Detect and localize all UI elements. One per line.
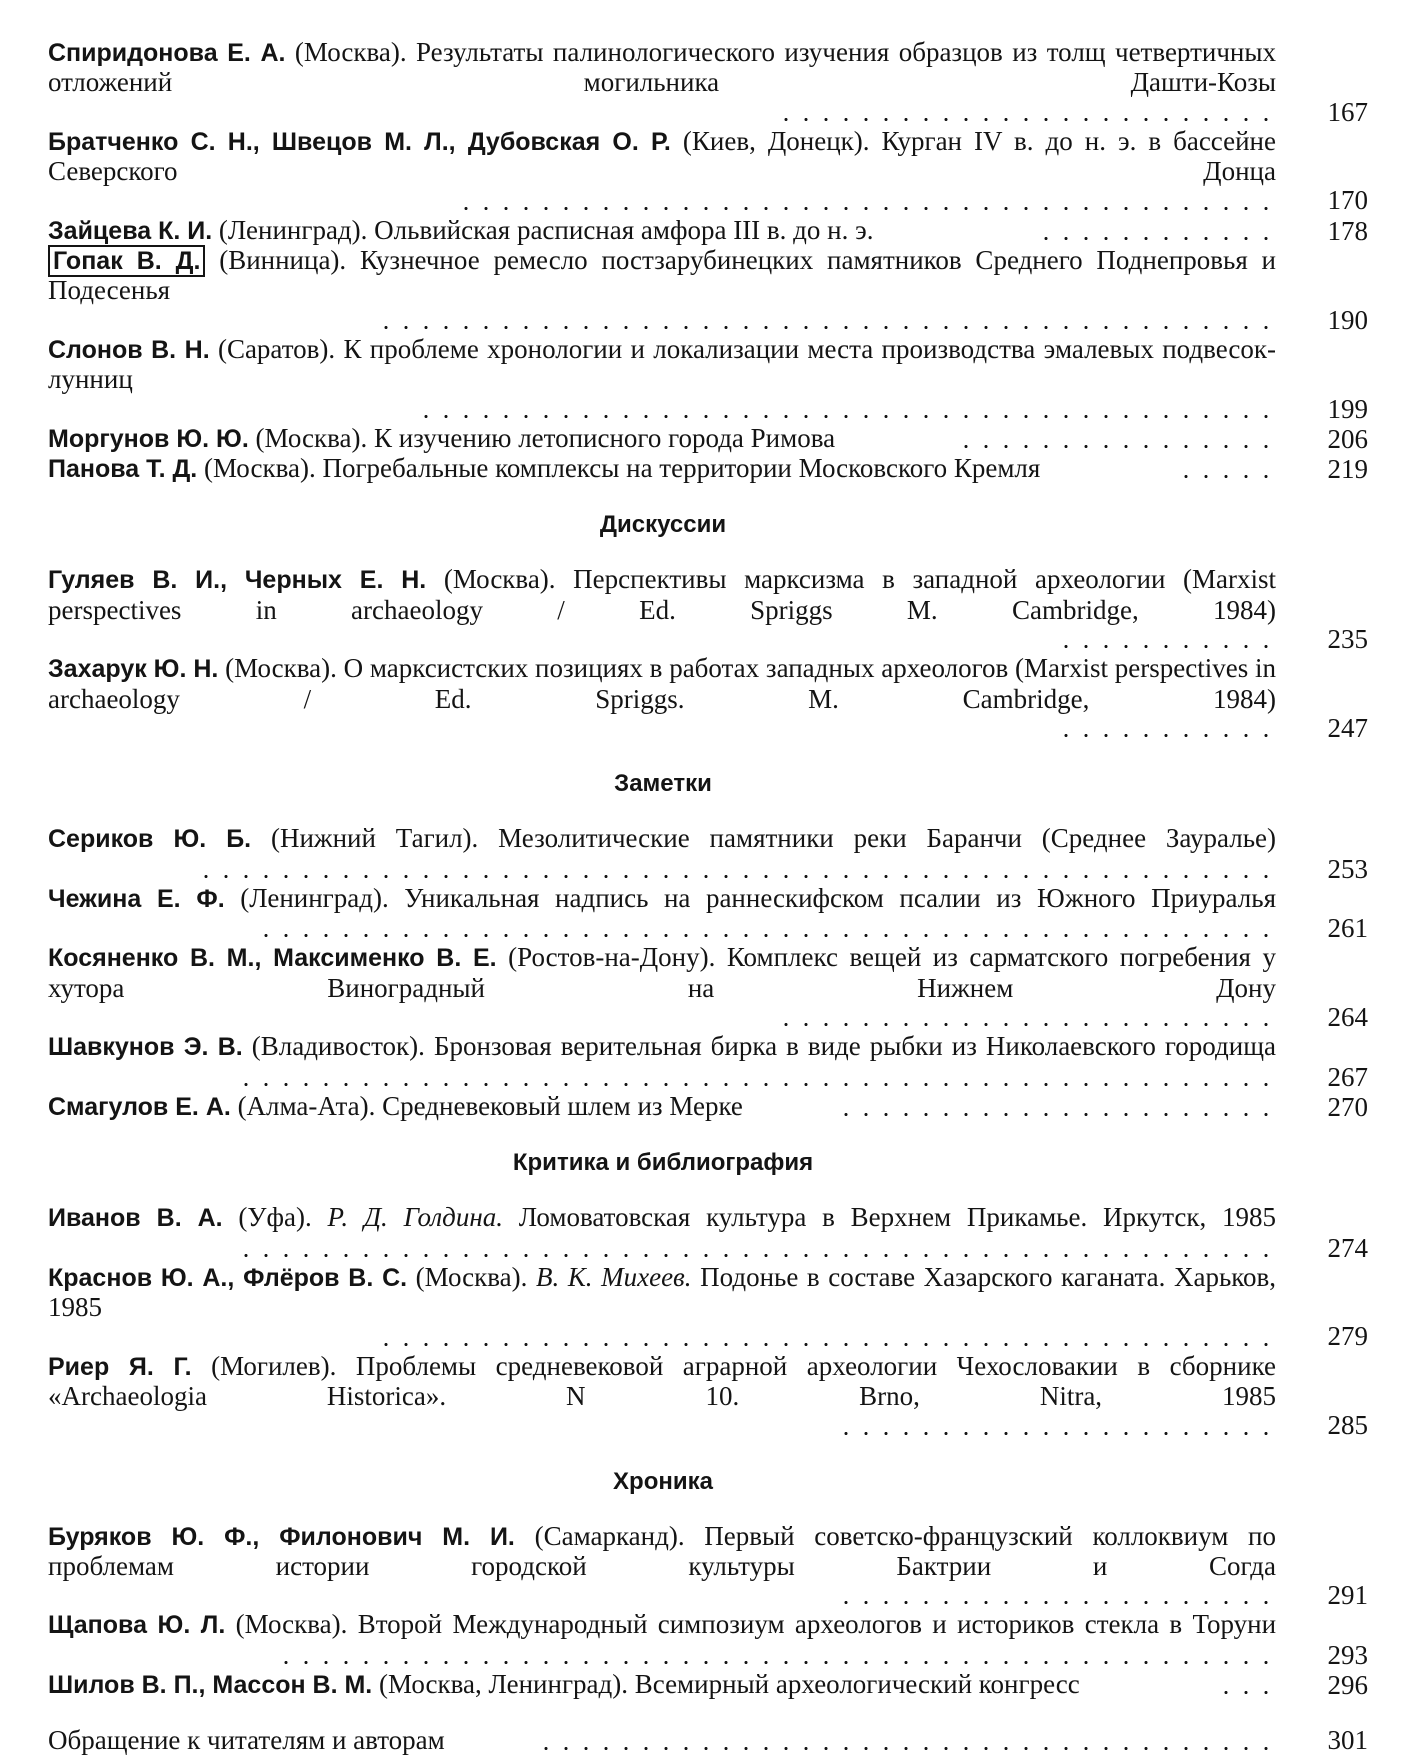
section-title: Критика и библиография: [512, 1149, 814, 1177]
entry-location: (Ростов-на-Дону).: [496, 942, 727, 973]
entry-page-number: 199: [1327, 393, 1368, 424]
entry-text: [48, 1522, 1276, 1611]
entry-title: Курган IV в. до н. э. в бассейне Северского Донца: [48, 125, 1276, 187]
entry-page-number: 301: [1327, 1725, 1368, 1756]
leader-dots: [838, 1432, 1276, 1435]
entry-location: (Москва).: [197, 453, 323, 484]
entry-reviewed-author: Р. Д. Голдина.: [327, 1202, 503, 1233]
entry-title: Комплекс вещей из сарматского погребения у хутора Виноградный на Нижнем Дону: [48, 942, 1276, 1003]
toc-entry: [48, 565, 1368, 654]
entry-location: (Москва, Ленинград).: [372, 1669, 635, 1700]
leader-dots: [768, 118, 1276, 121]
toc-entry: [48, 884, 1368, 944]
entry-location: (Москва).: [218, 653, 344, 684]
section-title: Заметки: [614, 770, 712, 798]
entry-authors: Захарук Ю. Н.: [48, 655, 219, 684]
entry-location: (Алма-Ата).: [230, 1090, 383, 1121]
leader-dots: [378, 1343, 1276, 1346]
entry-page-number: 291: [1327, 1580, 1368, 1611]
toc-entry: [48, 38, 1368, 127]
entry-text: [48, 335, 1276, 424]
entry-authors: Зайцева К. И.: [48, 216, 213, 245]
entry-page-number: 190: [1327, 304, 1368, 335]
entry-page-number: 270: [1327, 1091, 1368, 1122]
leader-dots: [1048, 734, 1276, 737]
entry-page-number: 167: [1327, 96, 1368, 127]
toc-section: [48, 510, 1368, 743]
entry-text: [48, 1263, 1276, 1352]
entry-location: (Москва).: [426, 564, 574, 595]
entry-page-number: 296: [1327, 1670, 1368, 1701]
entry-authors: Панова Т. Д.: [48, 455, 198, 484]
leader-dots: [828, 1113, 1276, 1116]
entry-location: (Москва).: [285, 37, 416, 67]
entry-text: [48, 246, 1276, 335]
entry-location: (Москва).: [407, 1261, 536, 1292]
toc-entry: [48, 1670, 1368, 1700]
entry-text: [48, 454, 1276, 484]
leader-dots: [1176, 475, 1276, 478]
leader-dots: [238, 1254, 1276, 1257]
section-title: Дискуссии: [599, 511, 727, 539]
entry-text: [48, 424, 1276, 454]
entry-title: Погребальные комплексы на территории Московского Кремля: [322, 453, 1041, 484]
entry-authors: Риер Я. Г.: [48, 1352, 192, 1381]
entry-authors: Смагулов Е. А.: [48, 1092, 231, 1121]
toc-entry: [48, 246, 1368, 335]
toc-entry: [48, 454, 1368, 484]
entry-text: [48, 943, 1276, 1032]
entry-authors: Краснов Ю. А., Флёров В. С.: [48, 1263, 408, 1292]
entry-title: К проблеме хронологии и локализации места производства эмалевых подвесок-лунниц: [48, 333, 1276, 395]
entry-title: Проблемы средневековой аграрной археологии Чехословакии в сборнике «Archaeologia Historica». N 10. Brno, Nitra, 1985: [48, 1350, 1276, 1411]
entry-location: (Саратов).: [209, 333, 344, 364]
toc-section: [48, 1467, 1368, 1701]
entry-location: (Москва).: [225, 1609, 358, 1640]
entry-text: [48, 565, 1276, 654]
entry-authors: Братченко С. Н., Швецов М. Л., Дубовская О. Р.: [48, 127, 671, 156]
toc-section: [48, 769, 1368, 1122]
toc-entry: [48, 216, 1368, 246]
leader-dots: [768, 1023, 1276, 1026]
entry-page-number: 235: [1327, 624, 1368, 655]
entry-authors: Чежина Е. Ф.: [48, 884, 225, 913]
leader-dots: [538, 1747, 1276, 1750]
toc-entry: [48, 1203, 1368, 1263]
entry-text: [48, 127, 1276, 216]
entry-reviewed-author: В. К. Михеев.: [536, 1261, 692, 1292]
entry-page-number: 293: [1327, 1639, 1368, 1670]
entry-location: (Самарканд).: [514, 1520, 705, 1551]
entry-title: Первый советско-французский коллоквиум по проблемам истории городской культуры Бактрии и Согда: [48, 1520, 1276, 1581]
entry-text: [48, 216, 1276, 246]
entry-text: [48, 38, 1276, 127]
toc-entry: [48, 1352, 1368, 1441]
entry-page-number: 285: [1327, 1410, 1368, 1441]
entry-title: Бронзовая верительная бирка в виде рыбки из Николаевского городища: [433, 1031, 1276, 1062]
toc-entry: [48, 1092, 1368, 1122]
leader-dots: [198, 875, 1276, 878]
entry-authors: Косяненко В. М., Максименко В. Е.: [48, 944, 497, 973]
entry-authors: Шилов В. П., Массон В. М.: [48, 1671, 373, 1700]
entry-title: К изучению летописного города Римова: [374, 422, 836, 453]
toc-entry-final: [48, 1726, 1368, 1755]
entry-page-number: 253: [1327, 853, 1368, 884]
entry-title: Обращение к читателям и авторам: [48, 1725, 445, 1756]
entry-title: Уникальная надпись на раннескифском псалии из Южного Приуралья: [404, 882, 1276, 913]
entry-location: (Уфа).: [222, 1202, 328, 1233]
entry-text: [48, 654, 1276, 743]
entry-authors: Буряков Ю. Ф., Филонович М. И.: [48, 1522, 515, 1551]
entry-authors: Сериков Ю. Б.: [48, 825, 252, 854]
leader-dots: [378, 326, 1276, 329]
entry-title: О марксистских позициях в работах западных археологов (Marxist perspectives in archaeology / Ed. Spriggs. M. Cambridge, 1984): [48, 653, 1276, 714]
table-of-contents: [48, 38, 1368, 1756]
entry-authors: Слонов В. Н.: [48, 335, 210, 364]
toc-entry: [48, 1522, 1368, 1611]
toc-entry: [48, 424, 1368, 454]
entry-page-number: 170: [1327, 185, 1368, 216]
entry-authors: Иванов В. А.: [48, 1204, 223, 1233]
leader-dots: [948, 445, 1276, 448]
toc-entry: [48, 824, 1368, 884]
entry-title: Второй Международный симпозиум археологов и историков стекла в Торуни: [357, 1609, 1277, 1640]
entry-location: (Москва).: [248, 422, 374, 453]
leader-dots: [248, 934, 1276, 937]
toc-entry: [48, 1263, 1368, 1352]
entry-location: (Ленинград).: [224, 882, 405, 913]
entry-title: Средневековый шлем из Мерке: [382, 1090, 743, 1121]
toc-entry: [48, 127, 1368, 216]
entry-page-number: 206: [1327, 423, 1368, 454]
entry-page-number: 219: [1327, 454, 1368, 485]
entry-location: (Могилев).: [191, 1350, 356, 1381]
entry-title: Перспективы марксизма в западной археологии (Marxist perspectives in archaeology / Ed. Spriggs M. Cambridge, 1984): [48, 564, 1276, 625]
entry-title: Мезолитические памятники реки Баранчи (Среднее Зауралье): [498, 823, 1277, 854]
leader-dots: [458, 207, 1276, 210]
entry-text: [48, 1670, 1276, 1700]
entry-authors: Шавкунов Э. В.: [48, 1033, 243, 1062]
entry-title: Всемирный археологический конгресс: [634, 1669, 1080, 1700]
entry-title: Подонье в составе Хазарского каганата. Харьков, 1985: [48, 1261, 1277, 1323]
entry-authors: Щапова Ю. Л.: [48, 1611, 226, 1640]
entry-text: [48, 1726, 1276, 1755]
entry-page-number: 279: [1327, 1321, 1368, 1352]
toc-entry: [48, 654, 1368, 743]
entry-location: (Нижний Тагил).: [251, 823, 499, 854]
entry-page-number: 261: [1327, 913, 1368, 944]
entry-authors: Гопак В. Д.: [48, 245, 205, 277]
entry-page-number: 247: [1327, 712, 1368, 743]
entry-page-number: 267: [1327, 1061, 1368, 1092]
entry-location: (Ленинград).: [212, 214, 375, 245]
entry-location: (Киев, Донецк).: [670, 125, 882, 156]
toc-section: [48, 38, 1368, 484]
toc-entry: [48, 943, 1368, 1032]
entry-location: (Винница).: [205, 245, 360, 276]
entry-authors: Спиридонова Е. А.: [48, 39, 286, 67]
entry-text: [48, 1352, 1276, 1441]
leader-dots: [418, 415, 1276, 418]
entry-page-number: 264: [1327, 1002, 1368, 1033]
toc-section: [48, 1148, 1368, 1440]
entry-title: Кузнечное ремесло постзарубинецких памятников Среднего Поднепровья и Подесенья: [48, 245, 1276, 306]
entry-authors: Моргунов Ю. Ю.: [48, 424, 249, 453]
entry-title: Ольвийская расписная амфора III в. до н. э.: [374, 214, 874, 245]
section-title: Хроника: [613, 1467, 713, 1495]
leader-dots: [1028, 237, 1276, 240]
leader-dots: [838, 1601, 1276, 1604]
leader-dots: [228, 1083, 1276, 1086]
entry-page-number: 274: [1327, 1232, 1368, 1263]
toc-entry: [48, 335, 1368, 424]
entry-location: (Владивосток).: [242, 1031, 434, 1062]
entry-title: Результаты палинологического изучения образцов из толщ четвертичных отложений могильника Дашти-Козы: [48, 37, 1276, 98]
leader-dots: [268, 1661, 1276, 1664]
leader-dots: [1048, 645, 1276, 648]
entry-title: Ломоватовская культура в Верхнем Прикамье. Иркутск, 1985: [502, 1202, 1276, 1233]
toc-entry: [48, 1610, 1368, 1670]
toc-entry: [48, 1032, 1368, 1092]
leader-dots: [1208, 1691, 1276, 1694]
entry-text: [48, 1092, 1276, 1122]
entry-authors: Гуляев В. И., Черных Е. Н.: [48, 566, 427, 595]
entry-page-number: 178: [1327, 215, 1368, 246]
